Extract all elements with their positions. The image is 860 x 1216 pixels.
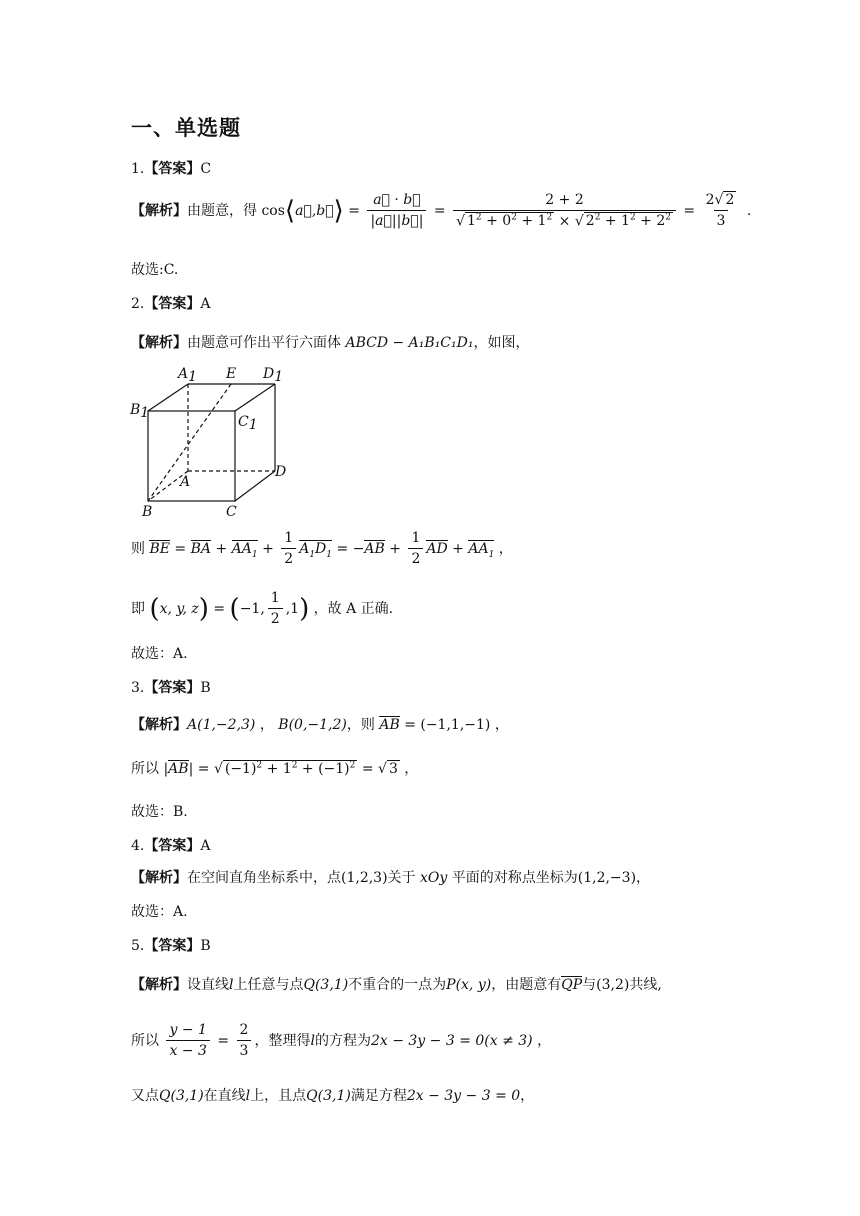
q2-number: 2. — [131, 296, 145, 312]
q1-number: 1. — [131, 161, 145, 177]
label-B1: B1 — [130, 402, 150, 421]
label-E: E — [226, 366, 237, 382]
q2-text: 由题意可作出平行六面体 — [187, 335, 341, 351]
label-A: A — [180, 474, 191, 490]
answer-label: 【答案】 — [144, 161, 201, 177]
q3-answer: B — [200, 680, 211, 696]
q4-answer-line: 4.【答案】A — [131, 838, 211, 854]
q5-equation-line: 所以 $\frac{y - 1}{x - 3}$ = $\frac{2}{3}$ ，整理得l的方程为2x − 3y − 3 = 0(x ≠ 3) ， — [131, 1022, 552, 1059]
q1-choose: 故选:C. — [131, 262, 179, 278]
q2-choose: 故选：A. — [131, 646, 188, 662]
label-D: D — [275, 464, 287, 480]
label-D1: D1 — [263, 366, 284, 385]
q5-analysis-line: 【解析】设直线l上任意与点Q(3,1)不重合的一点为P(x, y)，由题意有QP与(3,2)共线, — [131, 977, 662, 993]
q1-analysis-line: 【解析】由题意，得 cos⟨a⃗,b⃗⟩ = $\frac{a⃗ \cdot b⃗}{|a⃗||b⃗|}$ = $\frac{2 + 2}{√ 1^2 + 0^2 + 1^2 \times √ 2^2 + 1^2 + 2^2}$ = $\frac{2√ 2}{3}$ . — [131, 192, 752, 230]
parallelepiped-figure — [128, 364, 298, 520]
q1-text: 由题意，得 — [187, 203, 257, 220]
q4-analysis-line: 【解析】在空间直角坐标系中，点(1,2,3)关于 xOy 平面的对称点坐标为(1,2,−3)， — [131, 870, 651, 886]
section-title: 一、单选题 — [131, 116, 241, 140]
q1-formula: cos⟨a⃗,b⃗⟩ = $\frac{a⃗ \cdot b⃗}{|a⃗||b⃗|}$ = $\frac{2 + 2}{√ 1^2 + 0^2 + 1^2 \times √ 2^2 + 1^2 + 2^2}$ = $\frac{2√ 2}{3}$ — [261, 192, 735, 230]
q1-answer: C — [200, 161, 212, 177]
q4-answer: A — [200, 838, 211, 854]
q3-choose: 故选：B. — [131, 804, 188, 820]
q5-answer: B — [200, 938, 211, 954]
q2-vector-line: 则 BE = BA + $AA_1$ + $\frac{1}{2}$ $A_1D_1 = -AB$ + $\frac{1}{2}$ AD + $AA_1$ ， — [131, 530, 513, 567]
analysis-label: 【解析】 — [131, 335, 187, 351]
q2-answer: A — [200, 296, 211, 312]
label-C1: C1 — [238, 414, 258, 433]
q3-analysis-line: 【解析】A(1,−2,3) ， B(0,−1,2)，则 AB = (−1,1,−1) ， — [131, 717, 509, 733]
q3-magnitude-line: 所以 |AB| = √ $(-1)^2 + 1^2 + (-1)^2$ = √ 3 ， — [131, 760, 419, 777]
q2-result-line: 即 (x, y, z) = (−1, $\frac{1}{2}$ ,1) ，故 A 正确. — [131, 590, 394, 627]
q3-answer-line: 3.【答案】B — [131, 680, 211, 696]
q2-answer-line — [131, 293, 210, 313]
label-A1: A1 — [178, 366, 198, 385]
q1-answer-line — [131, 158, 211, 178]
answer-label: 【答案】 — [144, 296, 201, 312]
label-C: C — [226, 504, 237, 520]
q5-also-line: 又点Q(3,1)在直线l上，且点Q(3,1)满足方程2x − 3y − 3 = 0， — [131, 1088, 535, 1104]
q3-point-A: A(1,−2,3) — [187, 717, 256, 733]
analysis-label: 【解析】 — [131, 203, 187, 220]
q2-analysis-line: 【解析】由题意可作出平行六面体 ABCD − A₁B₁C₁D₁，如图， — [131, 335, 530, 351]
q2-vector-formula: BE = BA + $AA_1$ + $\frac{1}{2}$ $A_1D_1 = -AB$ + $\frac{1}{2}$ AD + $AA_1$ — [149, 530, 495, 567]
q3-magnitude-formula: |AB| = √ $(-1)^2 + 1^2 + (-1)^2$ = √ 3 — [163, 760, 398, 777]
label-B: B — [142, 504, 153, 520]
q5-answer-line: 5.【答案】B — [131, 938, 211, 954]
q2-result-formula: (x, y, z) = (−1, $\frac{1}{2}$ ,1) — [149, 590, 310, 627]
q3-point-B: B(0,−1,2) — [278, 717, 347, 733]
q2-solid: ABCD − A₁B₁C₁D₁ — [345, 335, 474, 351]
q4-choose: 故选：A. — [131, 904, 188, 920]
